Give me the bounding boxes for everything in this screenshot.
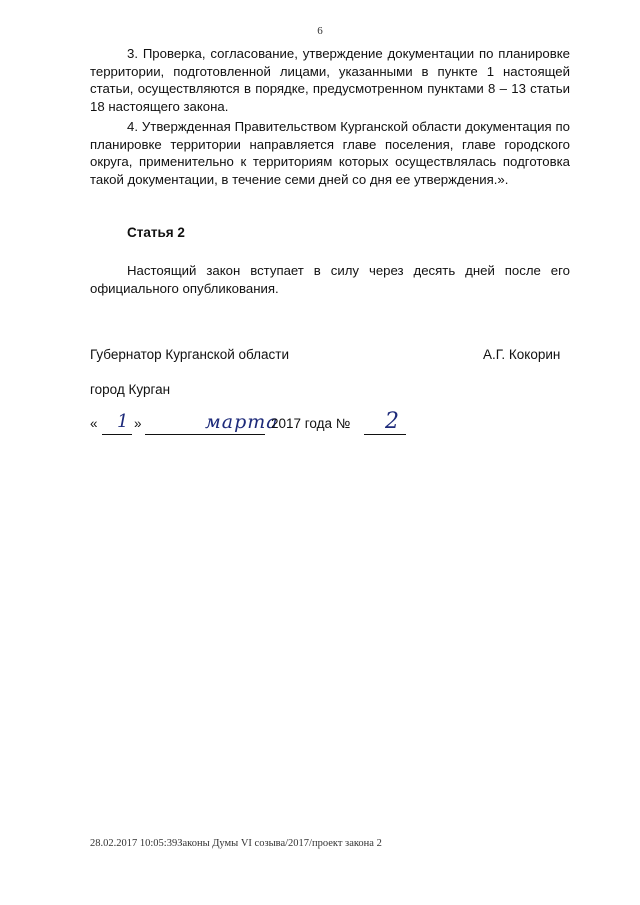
article-2-text: Настоящий закон вступает в силу через десять дней после его официального опубликования. (90, 263, 570, 296)
close-quote: » (134, 416, 142, 431)
date-line (90, 409, 420, 440)
open-quote: « (90, 416, 98, 431)
governor-title: Губернатор Курганской области (90, 347, 290, 362)
article-2-heading: Статья 2 (127, 225, 185, 240)
month-field (145, 411, 279, 435)
law-number-field (364, 409, 406, 435)
page-number: 6 (317, 25, 323, 37)
paragraph-3: 3. Проверка, согласование, утверждение документации по планировке территории, подготовленной лицами, указанными в пункте 1 настоящей статьи, осуществляются в порядке, предусмотренном пунктами 8 – 13 статьи 18 настоящего закона. (90, 46, 570, 114)
law-number-handwritten: 2 (385, 409, 399, 434)
year-number-label: 2017 года № (271, 416, 351, 431)
governor-name: А.Г. Кокорин (483, 347, 561, 362)
paragraph-4: 4. Утвержденная Правительством Курганской области документация по планировке территории направляется главе поселения, главе городского округа, применительно к территориям которых осуществлялась подготовка такой документации, в течение семи дней со дня ее утверждения.». (90, 119, 570, 187)
city-label: город Курган (90, 382, 171, 397)
day-field (102, 412, 132, 435)
footer-file-path: 28.02.2017 10:05:39Законы Думы VI созыва/2017/проект закона 2 (90, 838, 382, 849)
month-handwritten: марта (205, 411, 279, 433)
day-handwritten: 1 (117, 411, 129, 432)
